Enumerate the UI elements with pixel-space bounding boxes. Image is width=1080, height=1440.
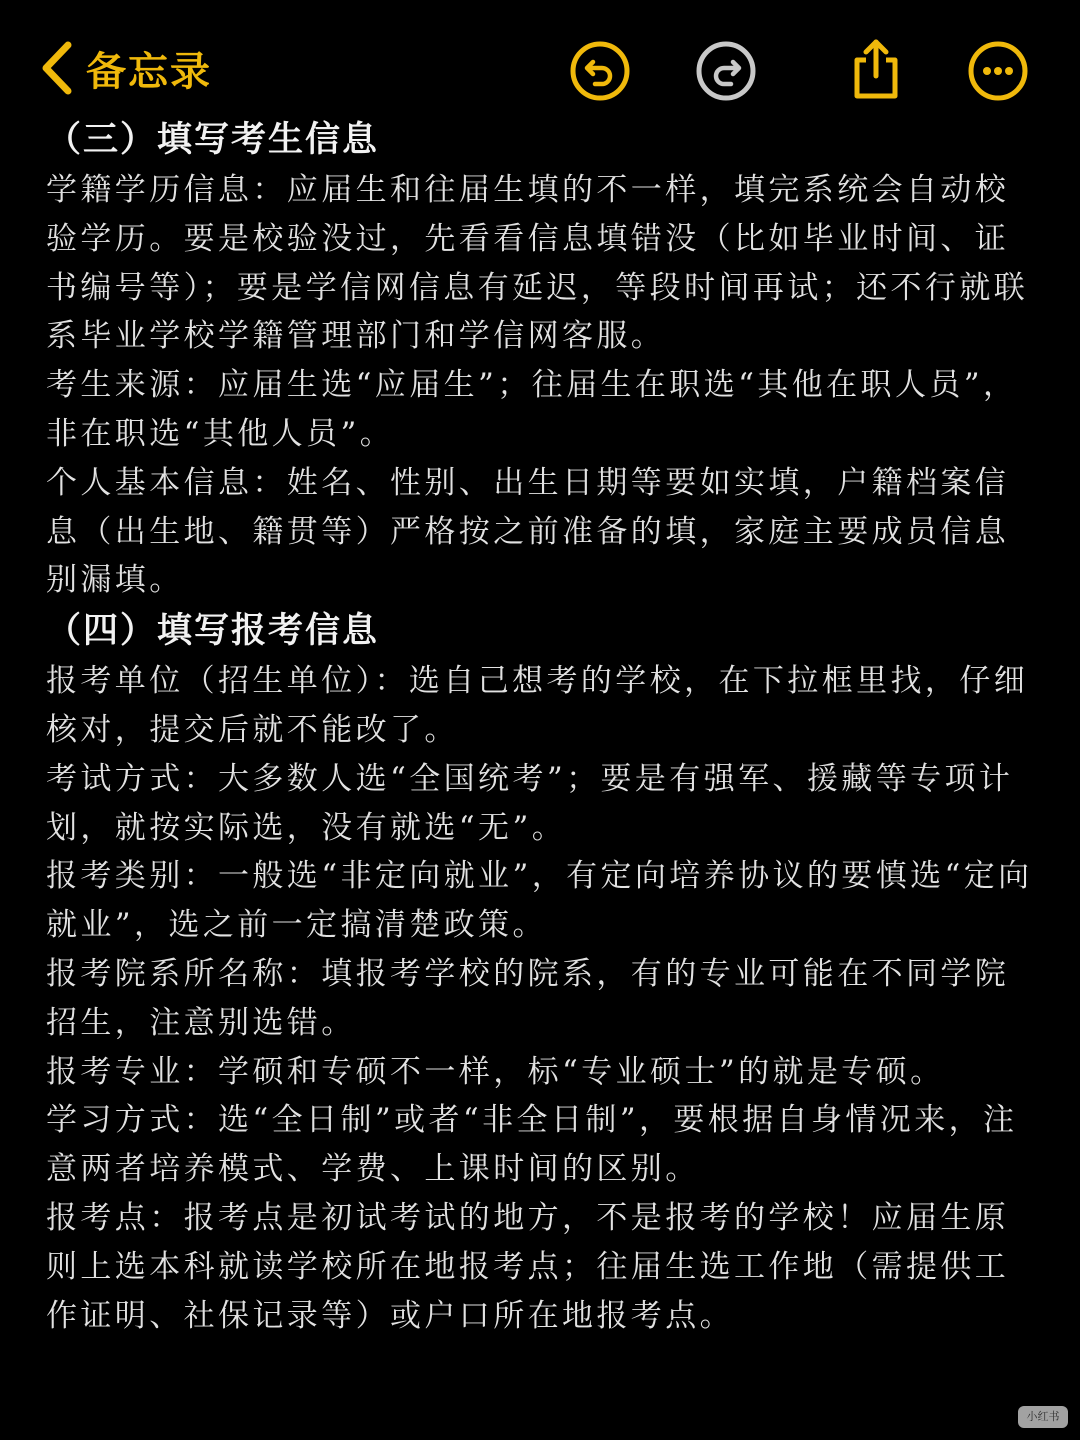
paragraph-exam-category: 报考类别：一般选“非定向就业”，有定向培养协议的要慎选“定向就业”，选之前一定搞清楚政策。 — [46, 858, 1033, 944]
section-heading: （三）填写考生信息 — [46, 120, 380, 160]
back-label: 备忘录 — [86, 48, 212, 95]
note-body[interactable] — [46, 114, 1036, 1340]
paragraph-study-mode: 学习方式：选“全日制”或者“非全日制”，要根据自身情况来，注意两者培养模式、学费、上课时间的区别。 — [46, 1102, 1018, 1188]
paragraph-student-record: 学籍学历信息：应届生和往届生填的不一样，填完系统会自动校验学历。要是校验没过，先看看信息填错没（比如毕业时间、证书编号等）；要是学信网信息有延迟，等段时间再试；还不行就联系毕业学校学籍管理部门和学信网客服。 — [46, 172, 1029, 355]
paragraph-target-unit: 报考单位（招生单位）：选自己想考的学校，在下拉框里找，仔细核对，提交后就不能改了。 — [46, 663, 1029, 748]
paragraph-department: 报考院系所名称：填报考学校的院系，有的专业可能在不同学院招生，注意别选错。 — [46, 955, 1010, 1041]
back-button[interactable] — [40, 38, 212, 98]
paragraph-exam-site: 报考点：报考点是初试考试的地方，不是报考的学校！应届生原则上选本科就读学校所在地报考点；往届生选工作地（需提供工作证明、社保记录等）或户口所在地报考点。 — [46, 1199, 1010, 1334]
paragraph-personal-info: 个人基本信息：姓名、性别、出生日期等要如实填，户籍档案信息（出生地、籍贯等）严格按之前准备的填，家庭主要成员信息别漏填。 — [46, 464, 1010, 599]
share-icon — [845, 36, 907, 102]
section-heading: （四）填写报考信息 — [46, 611, 380, 652]
paragraph-exam-method: 考试方式：大多数人选“全国统考”；要是有强军、援藏等专项计划，就按实际选，没有就选“无”。 — [46, 760, 1014, 846]
redo-button[interactable] — [695, 40, 757, 102]
watermark-logo: 小红书 — [1018, 1406, 1068, 1428]
more-icon — [967, 40, 1029, 102]
more-button[interactable] — [967, 40, 1029, 102]
undo-button[interactable] — [569, 40, 631, 102]
redo-icon — [695, 40, 757, 102]
paragraph-major: 报考专业：学硕和专硕不一样，标“专业硕士”的就是专硕。 — [46, 1053, 945, 1090]
toolbar — [0, 0, 1080, 120]
chevron-left-icon — [40, 41, 74, 95]
paragraph-candidate-source: 考生来源：应届生选“应届生”；往届生在职选“其他在职人员”，非在职选“其他人员”。 — [46, 367, 1018, 452]
share-button[interactable] — [845, 36, 907, 98]
undo-icon — [569, 40, 631, 102]
